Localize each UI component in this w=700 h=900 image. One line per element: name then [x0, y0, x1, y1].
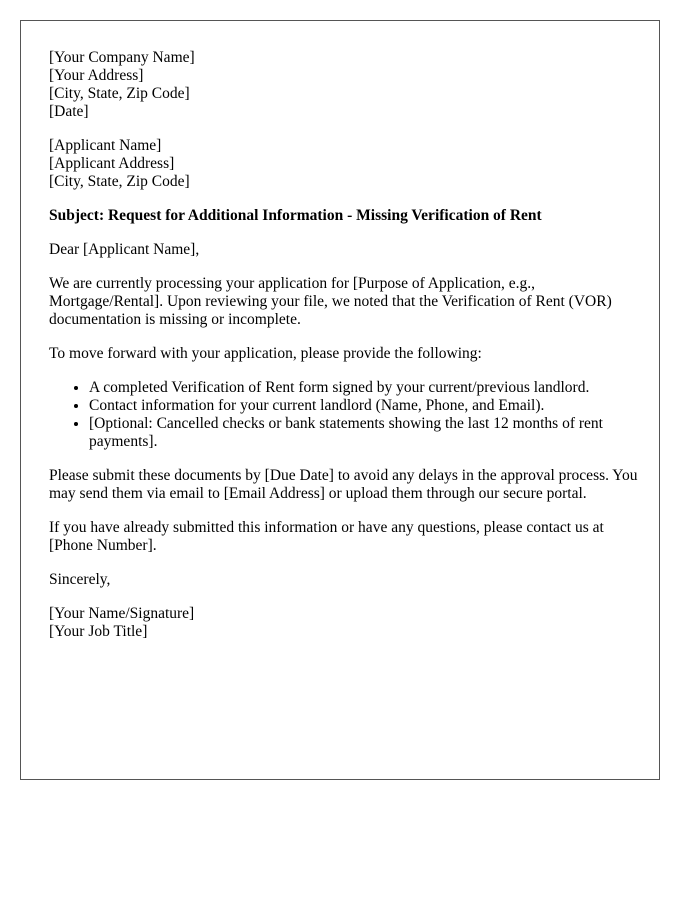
letter-content [49, 49, 639, 641]
recipient-address: [Applicant Address] [49, 155, 175, 172]
list-item: • [Optional: Cancelled checks or bank statements showing the last 12 months of rent payments]. [89, 415, 639, 451]
sender-address: [Your Address] [49, 67, 144, 84]
sender-company: [Your Company Name] [49, 49, 195, 66]
recipient-block [49, 137, 639, 191]
sign-off: Sincerely, [49, 571, 111, 588]
recipient-name: [Applicant Name] [49, 137, 162, 154]
list-item: • A completed Verification of Rent form signed by your current/previous landlord. [89, 379, 639, 397]
requirements-list [49, 379, 639, 451]
signature-name: [Your Name/Signature] [49, 605, 195, 622]
letter-date: [Date] [49, 103, 89, 120]
recipient-city: [City, State, Zip Code] [49, 173, 190, 190]
list-item: • Contact information for your current landlord (Name, Phone, and Email). [89, 397, 639, 415]
closing-paragraph-1: Please submit these documents by [Due Date] to avoid any delays in the approval process. You may send them via email to [Email Address] or upload them through our secure portal. [49, 467, 638, 502]
letter-page [20, 20, 660, 780]
signature-block [49, 605, 639, 641]
closing-paragraph-2: If you have already submitted this information or have any questions, please contact us at [Phone Number]. [49, 519, 604, 554]
body-paragraph-1: We are currently processing your application for [Purpose of Application, e.g., Mortgage/Rental]. Upon reviewing your file, we noted that the Verification of Rent (VOR) documentation is missing or incomplete. [49, 275, 612, 328]
sender-block [49, 49, 639, 121]
sender-city: [City, State, Zip Code] [49, 85, 190, 102]
salutation: Dear [Applicant Name], [49, 241, 200, 258]
subject-line: Subject: Request for Additional Information - Missing Verification of Rent [49, 207, 542, 224]
signature-title: [Your Job Title] [49, 623, 148, 640]
body-paragraph-2: To move forward with your application, please provide the following: [49, 345, 482, 362]
